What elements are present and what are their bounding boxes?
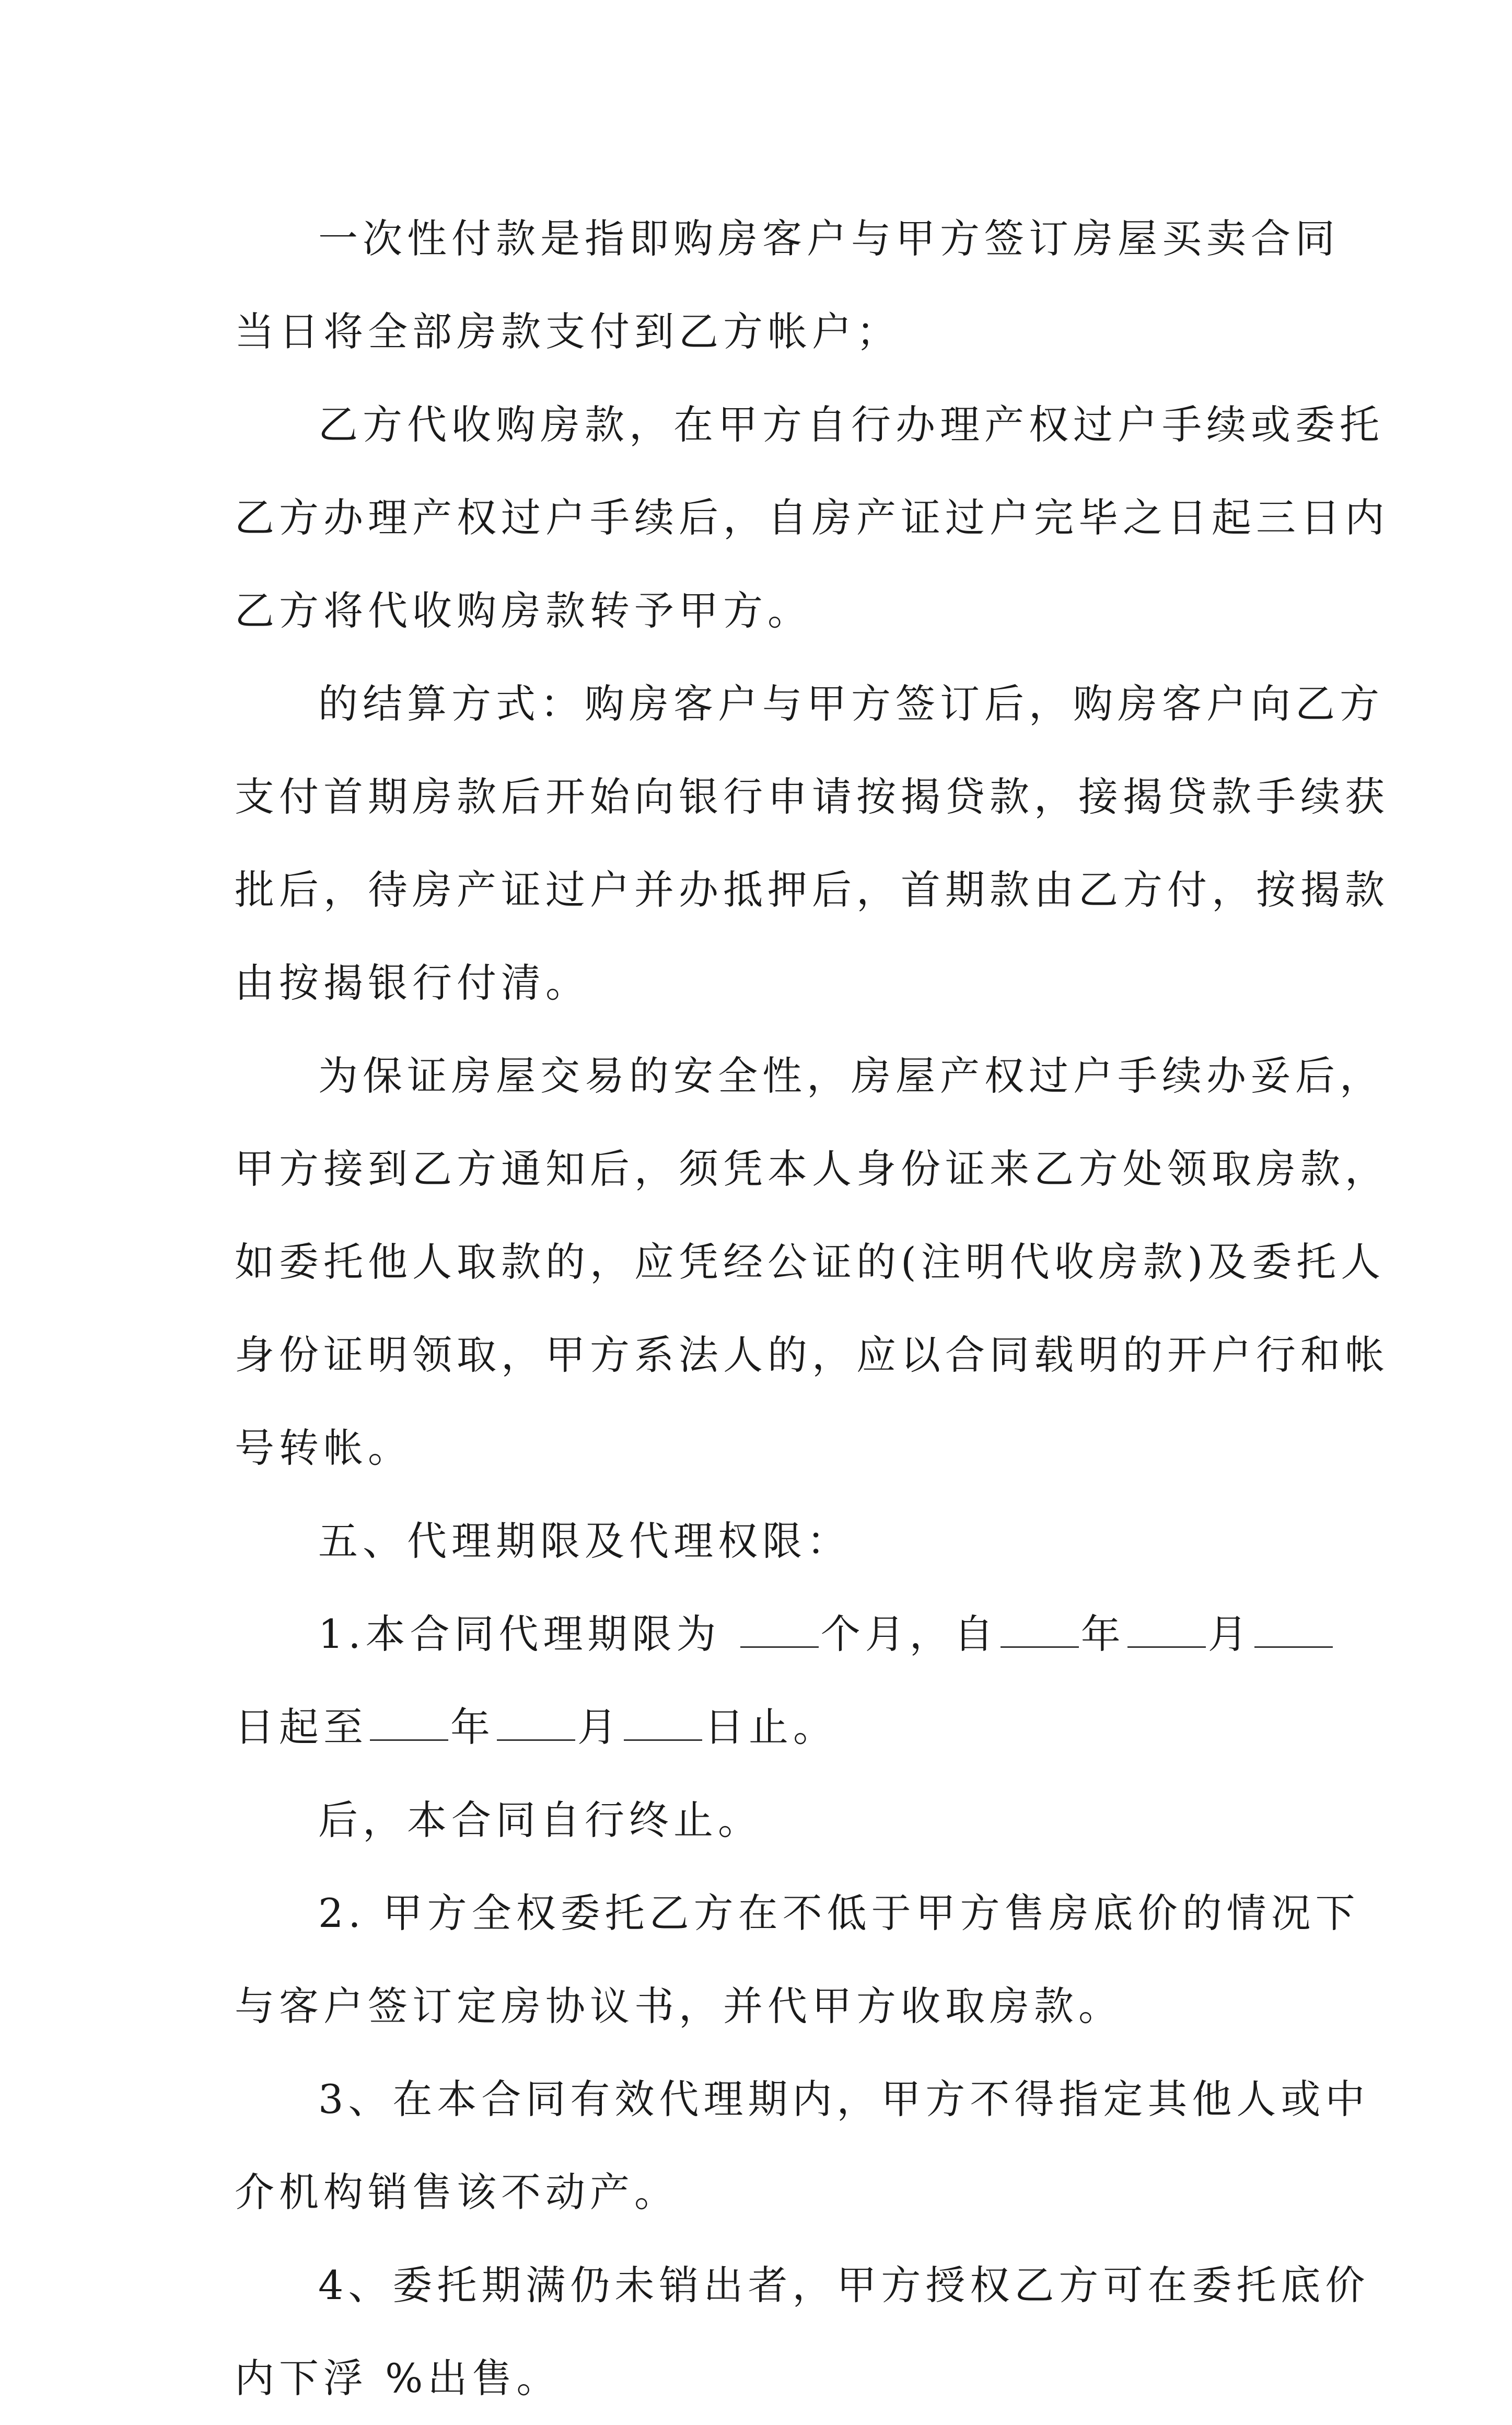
text-line: [235, 1588, 1285, 1681]
section-heading: 五、代理期限及代理权限：: [318, 1518, 851, 1564]
term-text: 年: [450, 1704, 495, 1750]
paragraph-clause-4: [235, 2239, 1370, 2425]
start-month-blank: [1127, 1615, 1206, 1648]
months-blank: [740, 1615, 819, 1648]
text-line: 支付首期房款后开始向银行申请按揭贷款，接揭贷款手续获: [235, 773, 1389, 820]
text-line: 2. 甲方全权委托乙方在不低于甲方售房底价的情况下: [318, 1890, 1360, 1936]
paragraph-clause-3: [235, 2053, 1370, 2239]
document-body: [235, 192, 1389, 2425]
paragraph-lump-sum-payment: [235, 192, 1340, 378]
paragraph-settlement: [235, 657, 1389, 1030]
text-line: 3、在本合同有效代理期内，甲方不得指定其他人或中: [318, 2076, 1370, 2122]
start-day-blank: [1254, 1615, 1333, 1648]
text-line: 为保证房屋交易的安全性，房屋产权过户手续办妥后，: [318, 1053, 1384, 1099]
paragraph-termination: [235, 1774, 1285, 1867]
text-line: 如委托他人取款的，应凭经公证的(注明代收房款)及委托人: [235, 1239, 1386, 1285]
term-text: 日起至: [235, 1704, 368, 1750]
start-year-blank: [1001, 1615, 1079, 1648]
end-month-blank: [497, 1708, 575, 1741]
text-line: 乙方将代收购房款转予甲方。: [235, 587, 812, 634]
text-line: 4、委托期满仍未销出者，甲方授权乙方可在委托底价: [318, 2262, 1370, 2308]
text-line: 由按揭银行付清。: [235, 960, 590, 1006]
text-line: [235, 1681, 1285, 1774]
term-text: 个月，自: [820, 1611, 998, 1657]
text-line: 号转帐。: [235, 1425, 412, 1471]
text-line: 内下浮 %出售。: [235, 2355, 561, 2401]
text-line: 介机构销售该不动产。: [235, 2169, 679, 2215]
text-line: 的结算方式：购房客户与甲方签订后，购房客户向乙方: [318, 680, 1384, 727]
end-year-blank: [370, 1708, 448, 1741]
text-line: 当日将全部房款支付到乙方帐户；: [235, 308, 901, 355]
paragraph-security: [235, 1030, 1389, 1495]
paragraph-term-period: [235, 1588, 1285, 1774]
text-line: 与客户签订定房协议书，并代甲方收取房款。: [235, 1983, 1123, 2029]
term-text: 月: [1207, 1611, 1252, 1657]
paragraph-collection: [235, 378, 1389, 657]
text-line: 乙方代收购房款，在甲方自行办理产权过户手续或委托: [318, 401, 1384, 448]
text-line: 后，本合同自行终止。: [318, 1797, 762, 1843]
text-line: 身份证明领取，甲方系法人的，应以合同载明的开户行和帐: [235, 1332, 1389, 1378]
end-day-blank: [624, 1708, 702, 1741]
text-line: 一次性付款是指即购房客户与甲方签订房屋买卖合同: [318, 215, 1340, 262]
term-text: 1.本合同代理期限为: [318, 1611, 721, 1657]
text-line: 批后，待房产证过户并办抵押后，首期款由乙方付，按揭款: [235, 867, 1389, 913]
term-text: 日止。: [704, 1704, 838, 1750]
term-text: 月: [577, 1704, 622, 1750]
paragraph-clause-2: [235, 1867, 1360, 2053]
section-heading-term: [235, 1495, 1285, 1588]
text-line: 乙方办理产权过户手续后，自房产证过户完毕之日起三日内: [235, 494, 1389, 541]
text-line: 甲方接到乙方通知后，须凭本人身份证来乙方处领取房款，: [235, 1146, 1389, 1192]
term-text: 年: [1080, 1611, 1125, 1657]
